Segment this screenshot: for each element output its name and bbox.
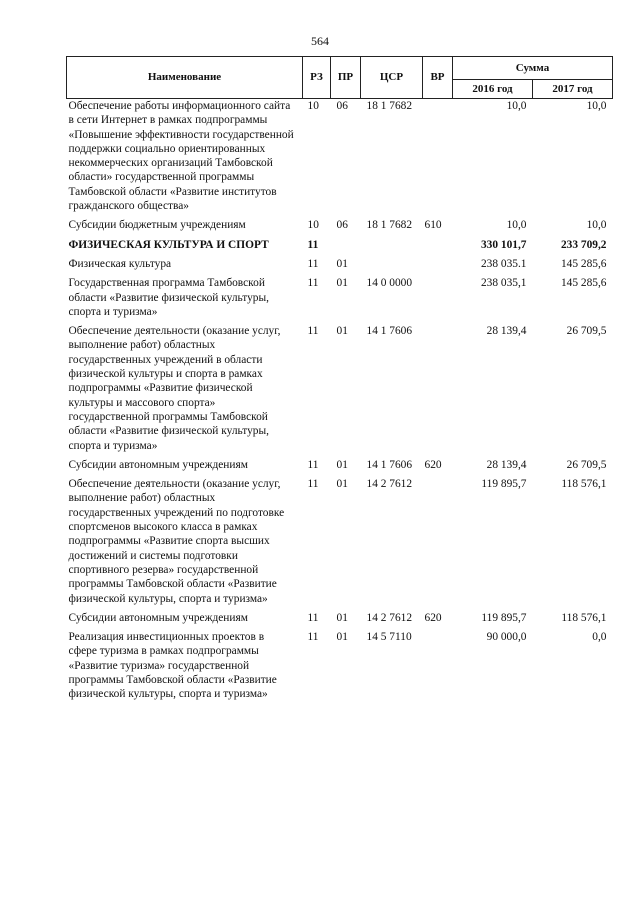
row-name: Обеспечение деятельности (оказание услуг, выполнение работ) областных государственных учреждений по подготовке спортсменов высокого класса в рамках подпрограммы «Развитие спорта высших достижений и системы подготовки спортивного резерва» государственной программы Тамбовской области «Развитие физической культуры, спорта и туризма» <box>68 478 285 605</box>
row-sum-2016: 238 035.1 <box>480 257 527 270</box>
row-rz: 11 <box>307 277 319 290</box>
row-csr <box>361 257 423 276</box>
row-vr: 620 <box>424 458 442 471</box>
row-sum-2017: 26 709,5 <box>566 458 607 471</box>
row-name: Субсидии бюджетным учреждениям <box>68 219 246 232</box>
row-rz: 11 <box>307 325 319 338</box>
row-rz: 11 <box>307 478 319 491</box>
row-sum-2016: 90 000,0 <box>486 631 527 644</box>
row-csr <box>361 238 423 257</box>
header-pr: ПР <box>331 57 361 99</box>
row-pr: 01 <box>336 611 348 624</box>
row-csr: 18 1 7682 <box>366 219 413 232</box>
row-sum-2017: 0,0 <box>592 631 607 644</box>
row-name: Физическая культура <box>68 257 172 270</box>
row-vr <box>423 276 453 324</box>
table-row <box>67 276 613 324</box>
row-csr: 14 5 7110 <box>366 631 412 644</box>
row-rz: 11 <box>307 611 319 624</box>
row-sum-2016: 119 895,7 <box>481 611 527 624</box>
row-name: Обеспечение деятельности (оказание услуг, выполнение работ) областных государственных учреждений в области физической культуры и спорта в рамках подпрограммы «Развитие физической культуры и массового спорта» государственной программы Тамбовской области «Развитие физической культуры, спорта и туризма» <box>68 325 281 452</box>
row-vr <box>423 477 453 611</box>
page-number: 564 <box>311 34 329 48</box>
row-pr: 06 <box>336 219 348 232</box>
row-sum-2016: 10,0 <box>506 100 527 112</box>
row-sum-2017: 145 285,6 <box>560 257 607 270</box>
header-csr: ЦСР <box>361 57 423 99</box>
table-body <box>67 99 613 707</box>
row-csr: 14 2 7612 <box>366 478 413 491</box>
table-row <box>67 324 613 458</box>
row-name: Субсидии автономным учреждениям <box>68 611 248 624</box>
row-pr <box>331 238 361 257</box>
header-rz: РЗ <box>303 57 331 99</box>
row-pr: 01 <box>336 458 348 471</box>
row-pr: 01 <box>336 277 348 290</box>
row-name: Государственная программа Тамбовской области «Развитие физической культуры, спорта и туризма» <box>68 277 269 318</box>
row-sum-2016: 238 035,1 <box>480 277 527 290</box>
row-csr: 18 1 7682 <box>366 100 413 112</box>
row-name: ФИЗИЧЕСКАЯ КУЛЬТУРА И СПОРТ <box>68 238 269 251</box>
row-csr: 14 0 0000 <box>366 277 413 290</box>
row-sum-2017: 10,0 <box>586 219 607 232</box>
table-row <box>67 238 613 257</box>
table-row <box>67 611 613 630</box>
row-sum-2017: 118 576,1 <box>561 478 607 491</box>
header-2017: 2017 год <box>533 80 613 99</box>
row-pr: 01 <box>336 325 348 338</box>
row-vr: 620 <box>424 611 442 624</box>
row-sum-2017: 118 576,1 <box>561 611 607 624</box>
row-name: Субсидии автономным учреждениям <box>68 458 248 471</box>
header-2016: 2016 год <box>453 80 533 99</box>
row-vr: 610 <box>424 219 442 232</box>
row-vr <box>423 99 453 219</box>
table-row <box>67 257 613 276</box>
row-sum-2016: 28 139,4 <box>486 325 527 338</box>
row-sum-2016: 10,0 <box>506 219 527 232</box>
row-sum-2017: 145 285,6 <box>560 277 607 290</box>
row-rz: 11 <box>307 238 319 251</box>
row-pr: 01 <box>336 478 348 491</box>
header-sum: Сумма <box>453 57 613 80</box>
row-csr: 14 1 7606 <box>366 325 413 338</box>
row-vr <box>423 238 453 257</box>
table-row <box>67 458 613 477</box>
row-sum-2016: 330 101,7 <box>480 238 527 251</box>
table-row <box>67 218 613 237</box>
table-row <box>67 99 613 219</box>
row-rz: 11 <box>307 631 319 644</box>
row-vr <box>423 257 453 276</box>
table-row <box>67 477 613 611</box>
row-sum-2017: 233 709,2 <box>560 238 607 251</box>
row-pr: 01 <box>336 257 348 270</box>
row-sum-2017: 26 709,5 <box>566 325 607 338</box>
row-rz: 10 <box>307 219 319 232</box>
row-sum-2016: 28 139,4 <box>486 458 527 471</box>
row-vr <box>423 324 453 458</box>
row-vr <box>423 630 453 706</box>
row-csr: 14 1 7606 <box>366 458 413 471</box>
header-name: Наименование <box>67 57 303 99</box>
row-pr: 01 <box>336 631 348 644</box>
row-sum-2016: 119 895,7 <box>481 478 527 491</box>
table-row <box>67 630 613 706</box>
row-name: Реализация инвестиционных проектов в сфере туризма в рамках подпрограммы «Развитие туризма» государственной программы Тамбовской области «Развитие физической культуры, спорта и туризма» <box>68 631 277 701</box>
row-csr: 14 2 7612 <box>366 611 413 624</box>
row-sum-2017: 10,0 <box>586 100 607 112</box>
row-rz: 11 <box>307 458 319 471</box>
row-pr: 06 <box>336 100 348 112</box>
budget-table <box>66 56 613 707</box>
header-vr: ВР <box>423 57 453 99</box>
row-name: Обеспечение работы информационного сайта в сети Интернет в рамках подпрограммы «Повышение эффективности государственной поддержки социально ориентированных некоммерческих организаций Тамбовской области» государственной программы Тамбовской области «Развитие институтов гражданского общества» <box>68 100 294 213</box>
row-rz: 11 <box>307 257 319 270</box>
row-rz: 10 <box>307 100 319 112</box>
